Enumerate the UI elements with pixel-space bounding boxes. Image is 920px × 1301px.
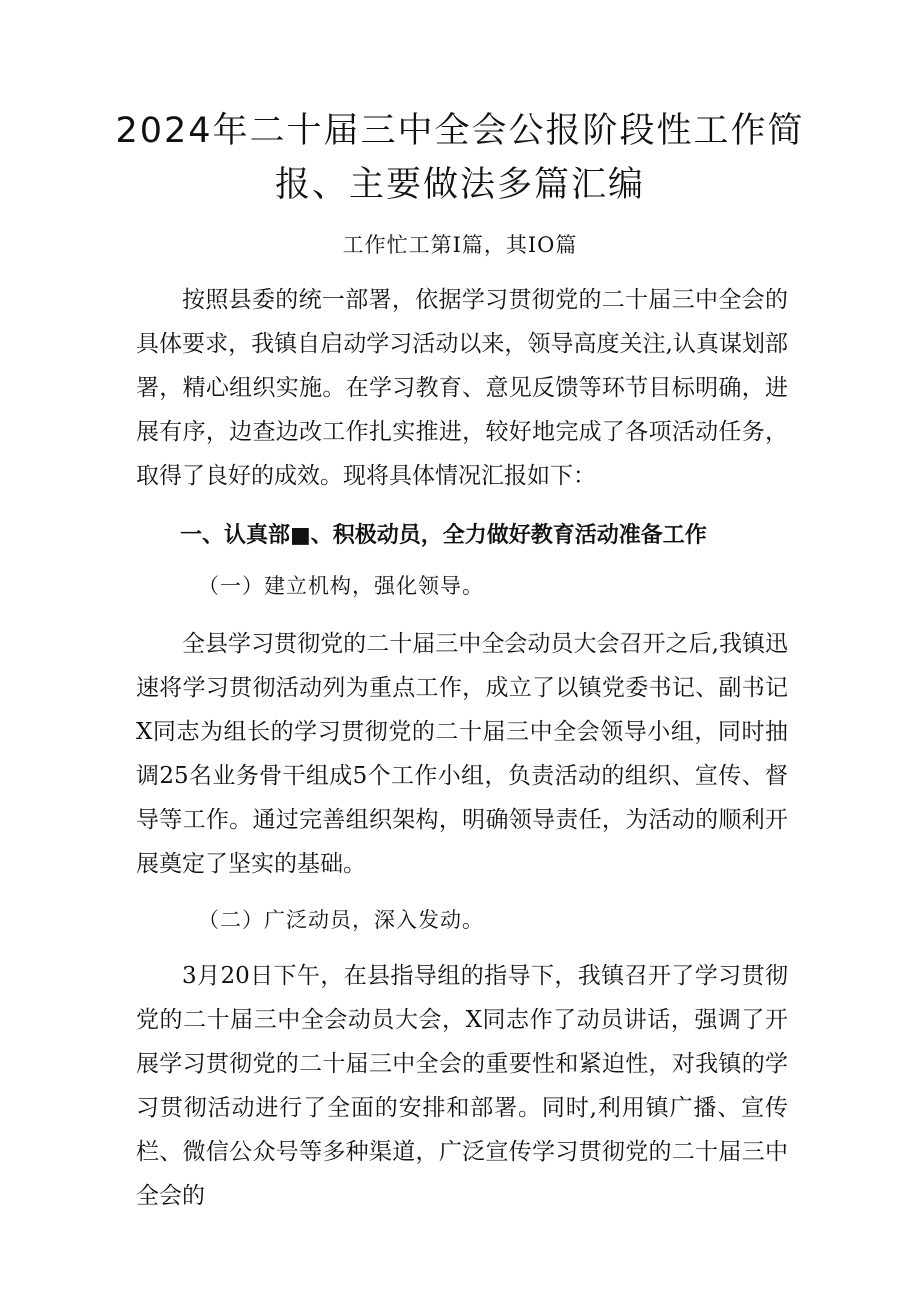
subheading: （二）广泛动员，深入发动。 (198, 908, 484, 932)
document-title: 2024年二十届三中全会公报阶段性工作简报、主要做法多篇汇编 (115, 111, 805, 205)
body-paragraph: 3月20日下午，在县指导组的指导下，我镇召开了学习贯彻党的二十届三中全会动员大会，X同志作了动员讲话，强调了开展学习贯彻党的二十届三中全会的重要性和紧迫性，对我镇的学习贯彻活动进行了全面的安排和部署。同时,利用镇广播、宣传栏、微信公众号等多种渠道，广泛宣传学习贯彻党的二十届三中全会的 (136, 963, 788, 1209)
body-paragraph: 按照县委的统一部署，依据学习贯彻党的二十届三中全会的具体要求，我镇自启动学习活动以来，领导高度关注,认真谋划部署，精心组织实施。在学习教育、意见反馈等环节目标明确，进展有序，边查边改工作扎实推进，较好地完成了各项活动任务，取得了良好的成效。现将具体情况汇报如下： (136, 287, 788, 489)
document-subtitle: 工作忙工第I篇，其IO篇 (342, 233, 578, 257)
section-heading: 一、认真部■、积极动员，全力做好教育活动准备工作 (180, 523, 707, 548)
subheading: （一）建立机构，强化领导。 (198, 574, 484, 598)
body-paragraph: 全县学习贯彻党的二十届三中全会动员大会召开之后,我镇迅速将学习贯彻活动列为重点工作，成立了以镇党委书记、副书记X同志为组长的学习贯彻党的二十届三中全会领导小组，同时抽调25名业务骨干组成5个工作小组，负责活动的组织、宣传、督导等工作。通过完善组织架构，明确领导责任，为活动的顺利开展奠定了坚实的基础。 (136, 631, 788, 877)
